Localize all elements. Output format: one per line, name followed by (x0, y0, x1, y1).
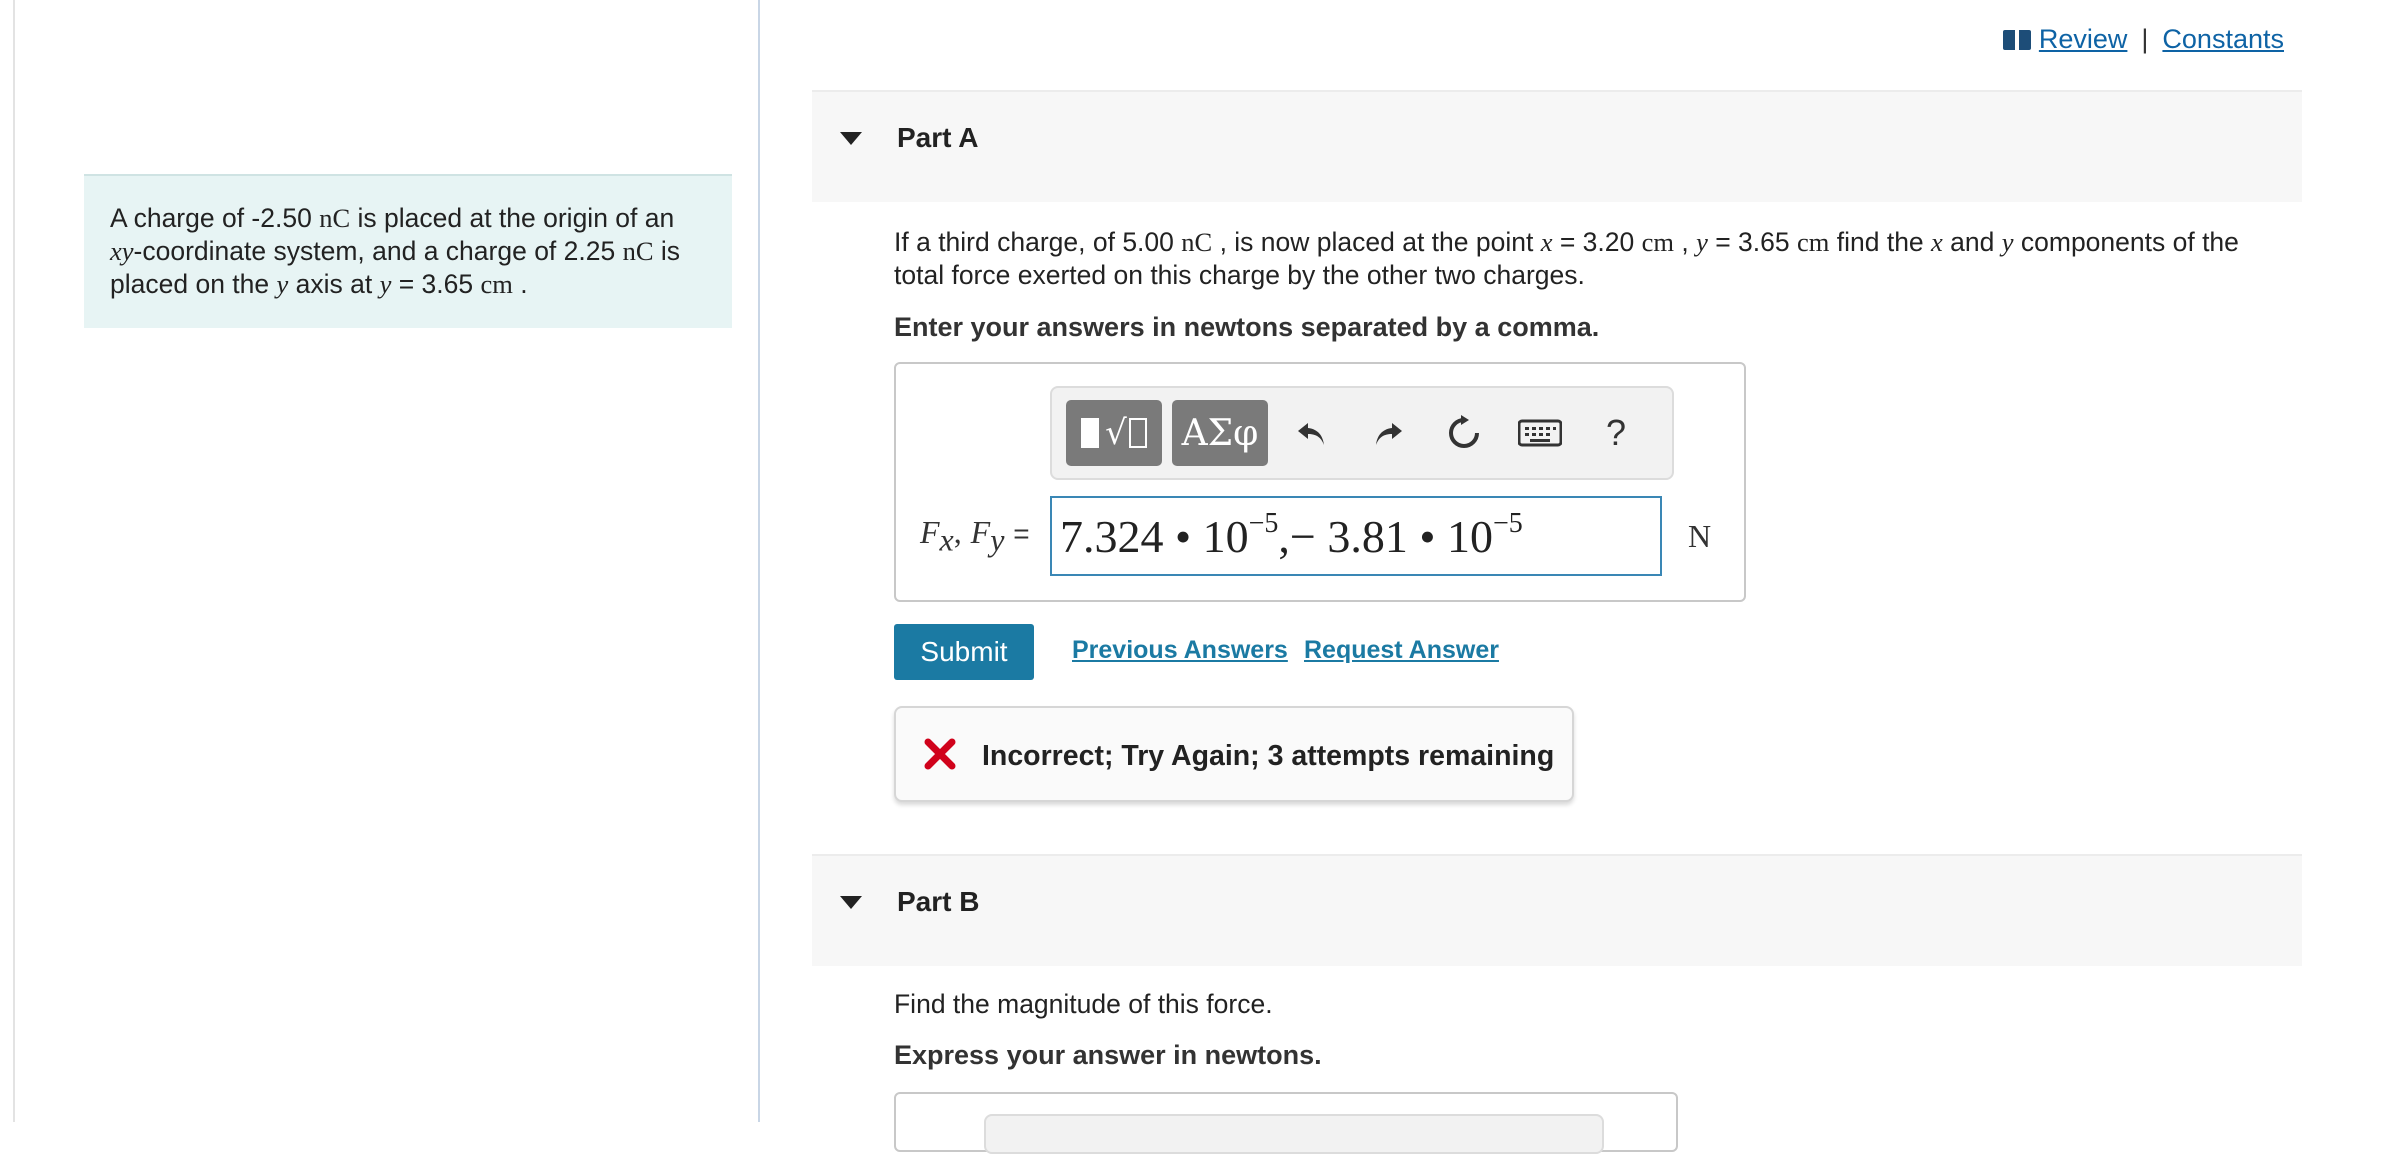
help-icon[interactable]: ? (1605, 412, 1627, 453)
problem-intro: A charge of -2.50 nC is placed at the origin of an xy-coordinate system, and a charge of 2.25 nC is placed on the y axis at y = 3.65 cm . (84, 174, 732, 328)
part-a-instruction: Enter your answers in newtons separated by a comma. (894, 312, 1600, 342)
greek-letters-icon[interactable]: ΑΣφ (1172, 400, 1268, 466)
collapse-caret-icon[interactable] (840, 132, 862, 145)
math-toolbar-b (984, 1114, 1604, 1154)
top-links (2003, 24, 2284, 55)
part-b-title: Part B (897, 886, 980, 917)
unit-label: N (1688, 518, 1712, 554)
submit-button[interactable]: Submit (894, 624, 1034, 680)
templates-icon[interactable]: √ (1066, 400, 1162, 466)
math-toolbar (1050, 386, 1674, 480)
part-b-instruction: Express your answer in newtons. (894, 1040, 1322, 1070)
part-a-header[interactable] (812, 90, 2302, 202)
answer-box-b (894, 1092, 1678, 1152)
feedback-text: Incorrect; Try Again; 3 attempts remaining (982, 740, 1555, 772)
previous-answers-link[interactable]: Previous Answers (1072, 636, 1288, 664)
link-separator: | (2141, 24, 2149, 54)
column-divider (758, 0, 760, 1122)
reset-icon[interactable] (1436, 402, 1492, 464)
request-answer-link[interactable]: Request Answer (1304, 636, 1499, 664)
answer-input[interactable]: 7.324 • $10^{-5},- 3.81$ • $10^{-5}$ (1050, 496, 1662, 576)
feedback-box (894, 706, 1574, 802)
answer-box (894, 362, 1746, 602)
incorrect-x-icon (924, 736, 956, 772)
book-icon (2003, 30, 2031, 50)
part-a-title: Part A (897, 122, 979, 153)
constants-link[interactable]: Constants (2162, 24, 2284, 54)
formula-label: $F_x$, $F_y$ = (920, 514, 1030, 558)
undo-icon[interactable] (1284, 402, 1340, 464)
left-border (13, 0, 15, 1122)
redo-icon[interactable] (1360, 402, 1416, 464)
review-link[interactable]: Review (2038, 24, 2128, 54)
part-b-header[interactable] (812, 854, 2302, 966)
part-a-question: If a third charge, of 5.00 nC , is now placed at the point x = 3.20 cm , y = 3.65 cm find the x and y components of the total force exerted on this charge by the other two charges. (894, 227, 2239, 290)
keyboard-icon[interactable] (1512, 402, 1568, 464)
collapse-caret-icon[interactable] (840, 896, 862, 909)
part-b-question: Find the magnitude of this force. (894, 989, 1273, 1019)
